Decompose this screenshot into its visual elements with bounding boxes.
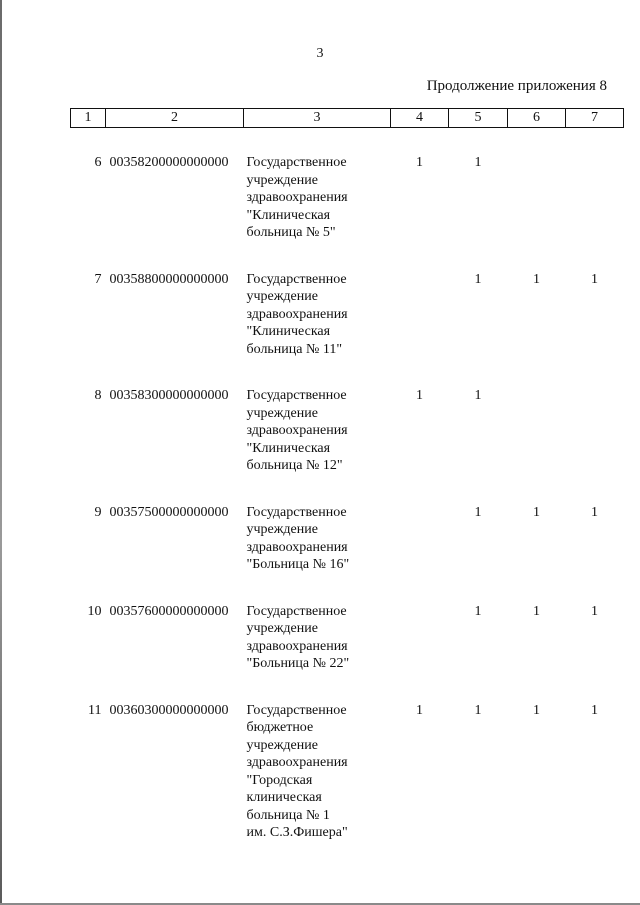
- row-gap-cell: [71, 242, 624, 271]
- scan-edge-left: [0, 0, 2, 905]
- column-6-value: [508, 154, 566, 242]
- institution-name: [244, 702, 391, 842]
- institution-code: 00357500000000000: [109, 504, 229, 520]
- row-gap: [71, 673, 624, 702]
- column-7-value: 1: [591, 271, 598, 287]
- table-row: [71, 154, 624, 242]
- row-gap: [71, 242, 624, 271]
- institution-name-line: учреждение: [246, 737, 318, 753]
- column-6-value: [508, 387, 566, 475]
- institution-name: [244, 154, 391, 242]
- column-7-value: [566, 154, 624, 242]
- column-5-value: 1: [474, 702, 482, 718]
- column-header-2: 2: [106, 109, 244, 128]
- institution-name-line: "Городская: [246, 772, 313, 788]
- institution-name-line: больница № 11": [246, 341, 343, 357]
- column-5-value: 1: [474, 504, 482, 520]
- institution-name-line: Государственное: [246, 504, 347, 520]
- column-header-4: 4: [391, 109, 449, 128]
- institution-name-line: здравоохранения: [246, 539, 348, 555]
- row-gap: [71, 574, 624, 603]
- table-row: [71, 387, 624, 475]
- continuation-title: Продолжение приложения 8: [426, 78, 607, 94]
- table-spacer: [71, 128, 624, 155]
- institution-name-line: "Клиническая: [246, 440, 331, 456]
- institution-code: 00358200000000000: [109, 155, 229, 170]
- row-gap-cell: [71, 475, 624, 504]
- institution-name-line: здравоохранения: [246, 190, 348, 205]
- institution-name-line: учреждение: [246, 621, 318, 636]
- row-number: 10: [87, 603, 102, 619]
- column-4-value: [391, 603, 449, 673]
- column-7-value: [566, 387, 624, 475]
- column-5-value: 1: [474, 388, 482, 403]
- row-gap-cell: [71, 358, 624, 387]
- column-6-value: 1: [533, 271, 540, 287]
- table-row: [71, 603, 624, 673]
- institution-name-line: "Клиническая: [246, 207, 331, 223]
- institution-name-line: "Клиническая: [246, 324, 331, 339]
- table-row: [71, 504, 624, 574]
- institution-name: [244, 504, 391, 574]
- institution-code: 00357600000000000: [109, 603, 229, 619]
- row-number: 6: [94, 155, 102, 170]
- column-7-value: 1: [591, 603, 598, 619]
- column-4-value: 1: [416, 388, 423, 403]
- table-header: [71, 109, 624, 128]
- institution-name-line: здравоохранения: [246, 638, 348, 654]
- institution-name-line: Государственное: [246, 271, 347, 287]
- institution-name-line: "Больница № 16": [246, 557, 350, 572]
- row-number: 7: [94, 271, 102, 287]
- column-header-3: 3: [244, 109, 391, 128]
- row-gap-cell: [71, 673, 624, 702]
- institution-name-line: клиническая: [246, 790, 322, 805]
- row-number: 9: [94, 504, 102, 520]
- institution-name: [244, 271, 391, 359]
- institution-name-line: Государственное: [246, 702, 347, 718]
- institution-name-line: учреждение: [246, 405, 318, 421]
- column-5-value: 1: [474, 603, 482, 619]
- column-5-value: 1: [474, 271, 482, 287]
- column-5-value: 1: [474, 155, 482, 170]
- column-7-value: 1: [591, 504, 598, 520]
- column-header-7: 7: [566, 109, 624, 128]
- data-table: [70, 108, 624, 842]
- row-gap: [71, 475, 624, 504]
- institution-name: [244, 603, 391, 673]
- institution-name-line: здравоохранения: [246, 755, 348, 770]
- institution-name-line: им. С.З.Фишера": [246, 825, 348, 840]
- row-number: 8: [94, 388, 102, 403]
- column-4-value: [391, 504, 449, 574]
- institution-name-line: Государственное: [246, 155, 347, 170]
- institution-name-line: учреждение: [246, 289, 318, 304]
- institution-name-line: здравоохранения: [246, 306, 348, 322]
- institution-name-line: бюджетное: [246, 720, 314, 735]
- row-number: 11: [88, 702, 102, 718]
- table-spacer-cell: [71, 128, 624, 155]
- table-body: [71, 128, 624, 842]
- column-6-value: 1: [533, 603, 540, 619]
- institution-code: 00358300000000000: [109, 388, 229, 403]
- institution-name-line: больница № 1: [246, 807, 330, 823]
- row-gap: [71, 358, 624, 387]
- institution-name-line: "Больница № 22": [246, 656, 350, 671]
- institution-name: [244, 387, 391, 475]
- column-7-value: 1: [591, 702, 598, 718]
- institution-name-line: Государственное: [246, 388, 347, 403]
- table-row: [71, 702, 624, 842]
- institution-name-line: больница № 12": [246, 458, 343, 473]
- column-header-5: 5: [449, 109, 508, 128]
- institution-name-line: здравоохранения: [246, 423, 348, 438]
- institution-code: 00360300000000000: [109, 702, 229, 718]
- institution-code: 00358800000000000: [109, 271, 229, 287]
- column-header-1: 1: [71, 109, 106, 128]
- institution-name-line: Государственное: [246, 603, 347, 619]
- page-number: 3: [316, 46, 324, 61]
- table-row: [71, 271, 624, 359]
- institution-name-line: больница № 5": [246, 225, 336, 240]
- column-header-6: 6: [508, 109, 566, 128]
- institution-name-line: учреждение: [246, 522, 318, 537]
- institution-name-line: учреждение: [246, 172, 318, 188]
- row-gap-cell: [71, 574, 624, 603]
- column-4-value: 1: [416, 702, 423, 718]
- header-row: [71, 109, 624, 128]
- column-4-value: 1: [416, 155, 423, 170]
- column-6-value: 1: [533, 504, 540, 520]
- column-6-value: 1: [533, 702, 540, 718]
- column-4-value: [391, 271, 449, 359]
